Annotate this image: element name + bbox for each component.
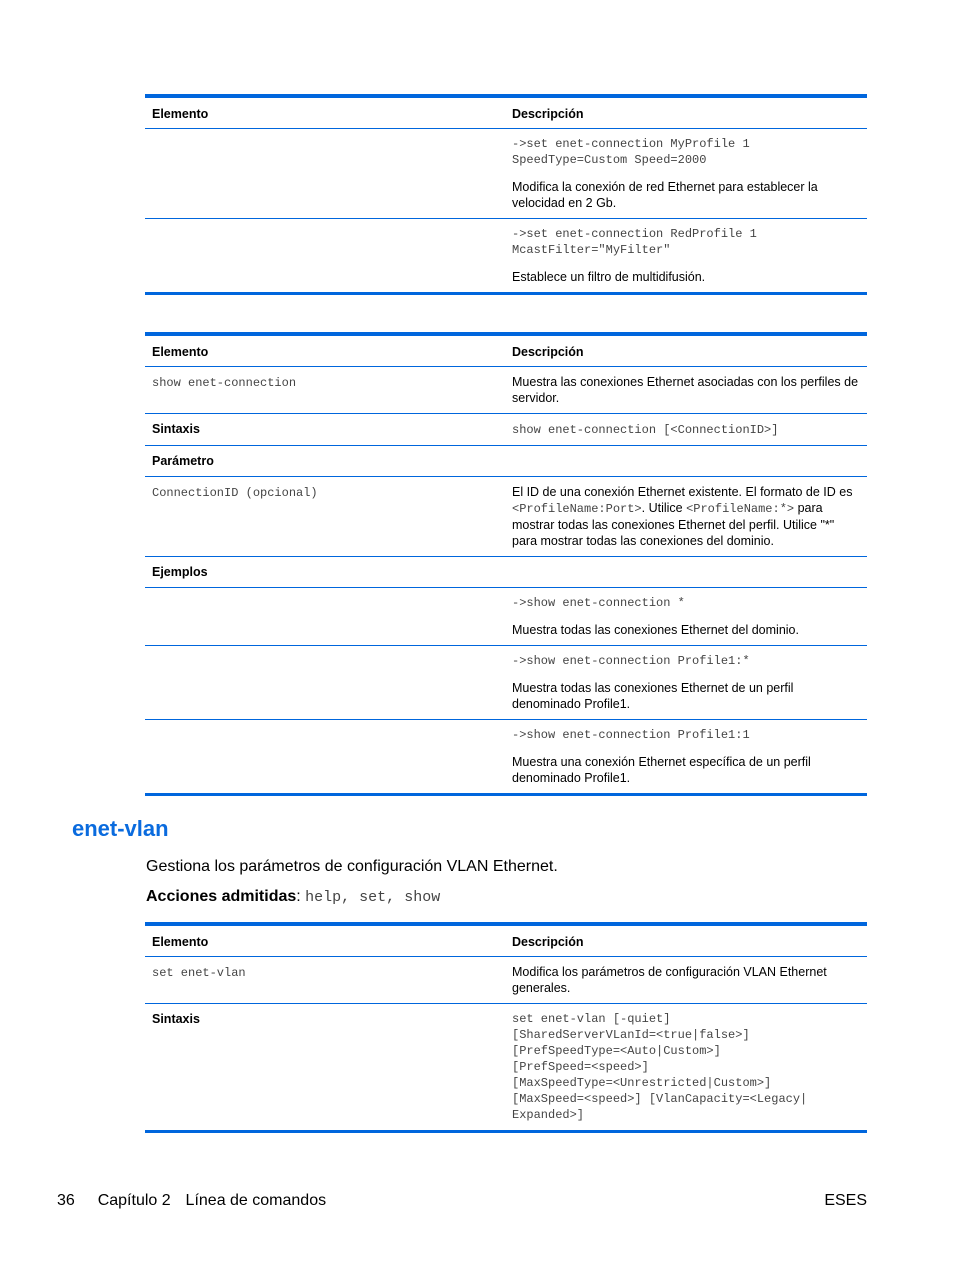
page-footer — [57, 1192, 326, 1210]
table-row — [145, 367, 867, 414]
actions-value: help, set, show — [305, 889, 441, 906]
table-show-enet-connection — [145, 332, 867, 796]
example-desc: Modifica la conexión de red Ethernet para establecer la velocidad en 2 Gb. — [512, 180, 818, 210]
supported-actions: Acciones admitidas: help, set, show — [146, 888, 441, 906]
sintaxis-line: Expanded>] — [512, 1108, 585, 1122]
table-row — [145, 414, 867, 446]
header-elemento: Elemento — [145, 334, 505, 367]
sintaxis-line: [MaxSpeed=<speed>] [VlanCapacity=<Legacy| — [512, 1092, 808, 1106]
sintaxis-label: Sintaxis — [145, 1004, 505, 1132]
table-row — [145, 646, 867, 720]
footer-locale: ESES — [824, 1192, 867, 1209]
example-desc: Muestra una conexión Ethernet específica de un perfil denominado Profile1. — [512, 755, 811, 785]
command-desc: Modifica los parámetros de configuración VLAN Ethernet generales. — [505, 957, 867, 1004]
command-name: show enet-connection — [152, 376, 297, 390]
param-name: ConnectionID (opcional) — [152, 486, 318, 500]
header-descripcion: Descripción — [505, 334, 867, 367]
table-row — [145, 720, 867, 795]
table-row — [145, 588, 867, 646]
table-row — [145, 446, 867, 477]
command-desc: Muestra las conexiones Ethernet asociadas con los perfiles de servidor. — [505, 367, 867, 414]
ejemplos-label: Ejemplos — [145, 557, 505, 588]
table-row — [145, 129, 867, 219]
sintaxis-label: Sintaxis — [145, 414, 505, 446]
header-elemento: Elemento — [145, 96, 505, 129]
example-code: ->show enet-connection Profile1:1 — [512, 728, 750, 742]
param-desc: El ID de una conexión Ethernet existente. El formato de ID es <ProfileName:Port>. Utilice <ProfileName:*> para mostrar todas las conexiones Ethernet del perfil. Utilice "*" para mostrar todas las conexiones del dominio. — [505, 477, 867, 557]
chapter-label: Capítulo 2 — [97, 1192, 171, 1209]
table-row — [145, 219, 867, 294]
table-row — [145, 477, 867, 557]
sintaxis-line: [PrefSpeedType=<Auto|Custom>] — [512, 1044, 721, 1058]
sintaxis-line: [MaxSpeedType=<Unrestricted|Custom>] — [512, 1076, 772, 1090]
sintaxis-line: [PrefSpeed=<speed>] — [512, 1060, 649, 1074]
example-desc: Muestra todas las conexiones Ethernet de un perfil denominado Profile1. — [512, 681, 794, 711]
sintaxis-value: show enet-connection [<ConnectionID>] — [512, 423, 779, 437]
command-name: set enet-vlan — [152, 966, 246, 980]
actions-label: Acciones admitidas — [146, 888, 297, 905]
parametro-label: Parámetro — [145, 446, 505, 477]
chapter-title: Línea de comandos — [185, 1192, 327, 1209]
sintaxis-line: [SharedServerVLanId=<true|false>] — [512, 1028, 750, 1042]
table-row — [145, 957, 867, 1004]
table-row — [145, 557, 867, 588]
page-number: 36 — [57, 1192, 75, 1209]
section-title: enet-vlan — [72, 816, 169, 841]
header-descripcion: Descripción — [505, 96, 867, 129]
example-desc: Establece un filtro de multidifusión. — [512, 270, 706, 284]
table-set-enet-vlan — [145, 922, 867, 1133]
sintaxis-line: set enet-vlan [-quiet] — [512, 1012, 671, 1026]
header-descripcion: Descripción — [505, 924, 867, 957]
example-desc: Muestra todas las conexiones Ethernet del dominio. — [512, 623, 799, 637]
table-set-enet-connection — [145, 94, 867, 295]
section-intro: Gestiona los parámetros de configuración VLAN Ethernet. — [146, 858, 558, 875]
header-elemento: Elemento — [145, 924, 505, 957]
example-code: ->show enet-connection * — [512, 596, 685, 610]
example-code: ->set enet-connection RedProfile 1 McastFilter="MyFilter" — [512, 227, 765, 257]
example-code: ->set enet-connection MyProfile 1 SpeedType=Custom Speed=2000 — [512, 137, 757, 167]
table-row — [145, 1004, 867, 1132]
example-code: ->show enet-connection Profile1:* — [512, 654, 750, 668]
